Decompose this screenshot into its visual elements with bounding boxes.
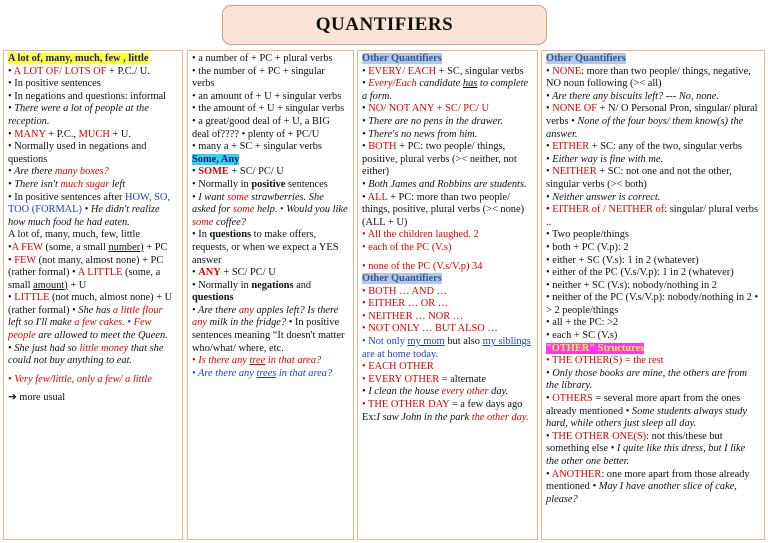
list-item: • A LOT OF/ LOTS OF + P.C./ U. [8,65,150,77]
list-item: • EVERY/ EACH + SC, singular verbs [362,65,524,77]
list-item: • BOTH … AND … [362,285,448,297]
column-heading: Other Quantifiers [362,53,442,64]
list-item: • all + the PC: >2 [546,317,619,329]
list-item: • All the children laughed. 2 [362,229,479,241]
list-item: • neither + SC (V.s): nobody/nothing in 2 [546,279,717,291]
list-item: • I clean the house every other day. [362,386,509,398]
list-item: • In questions to make offers, requests, or when we expect a YES answer [192,229,339,266]
column-body [546,66,760,343]
list-item: • There were a lot of people at the reception. [8,103,149,127]
list-item: • either + SC (V.s): 1 in 2 (whatever) [546,254,699,266]
list-item: • FEW (not many, almost none) + PC (rather formal) • A LITTLE (some, a small amount) + U [8,254,164,291]
list-item: • EITHER of / NEITHER of: singular/ plural verbs .. [546,204,759,228]
list-item: • I want some strawberries. She asked for some help. • Would you like some coffee? [192,191,348,228]
column-heading: Other Quantifiers [546,53,626,64]
list-item: • Are there many boxes? [8,166,109,178]
list-item: • NO/ NOT ANY + SC/ PC/ U [362,103,490,115]
list-item: • There isn't much sugar left [8,178,126,190]
list-item: • There are no pens in the drawer. [362,115,503,127]
list-item: • In positive sentences [8,78,101,90]
list-item: • Two people/things [546,229,629,241]
page-title: QUANTIFIERS [315,14,454,35]
list-item: ➔ more usual [8,392,66,404]
list-item: • EACH OTHER [362,361,434,373]
list-item: • Normally in positive sentences [192,178,328,190]
list-item: • many a + SC + singular verbs [192,141,322,153]
column-other-quantifiers [357,50,538,540]
column-body [362,66,533,274]
list-item: • In negations and questions: informal [8,90,167,102]
column-body-top [192,53,349,154]
column-none-either-other [541,50,765,540]
column-heading: A lot of, many, much, few , little [8,53,149,64]
list-item: • Are there any trees in that area? [192,367,333,379]
list-item: • OTHERS = several more apart from the ones already mentioned • Some students always study hard, while others just sleep all day. [546,393,748,430]
list-item: • She just had so little money that she could not buy anything to eat. [8,342,164,367]
list-item: • Is there any tree in that area? [192,355,322,367]
column-heading-2: "OTHER" Structures [546,342,645,354]
list-item: • LITTLE (not much, almost none) + U (rather formal) • She has a little flour left so I'll make a few cakes. • Few people are allowed to meet the Queen. [8,292,173,342]
list-item: • none of the PC (V.s/V.p) 34 [362,260,483,272]
list-item: • EITHER … OR … [362,298,449,310]
list-item: • the amount of + U + singular verbs [192,103,345,115]
list-item: • a great/good deal of + U, a BIG deal of???? • plenty of + PC/U [192,115,330,140]
column-heading: Some, Any [192,153,240,165]
list-item: • There's no news from him. [362,128,478,140]
column-heading-2: Other Quantifiers [362,273,442,285]
column-lot-many-much [3,50,183,540]
list-item: • Neither answer is correct. [546,191,661,203]
column-body-2 [362,286,533,425]
column-body [8,66,178,405]
list-item: • ALL + PC: more than two people/ things, positive, plural verbs (>< none) (ALL + U) [362,191,525,228]
list-item: • THE OTHER(S) = the rest [546,355,664,367]
list-item: • neither of the PC (V.s/V.p): nobody/nothing in 2 • > 2 people/things [546,292,759,316]
list-item: • NEITHER + SC: not one and not the other, singular verbs (>< both) [546,166,732,190]
list-item: • MANY + P.C., MUCH + U. [8,128,131,140]
list-item: • Either way is fine with me. [546,153,664,165]
column-some-any [187,50,354,540]
list-item: • Are there any apples left? Is there any milk in the fridge? • In positive sentences meaning “It doesn't matter who/what/ where, etc. [192,304,345,354]
list-item: • either of the PC (V.s/V.p): 1 in 2 (whatever) [546,267,734,279]
list-item: • Not only my mom but also my siblings are at home today. [362,336,531,360]
column-body [192,166,349,380]
list-item: • NONE: more than two people/ things, negative, NO noun following (>< all) [546,65,751,90]
list-item: • In positive sentences after HOW, SO, TOO (FORMAL) • He didn't realize how much food he had eaten. [8,191,170,228]
list-item: • Normally used in negations and questions [8,141,147,165]
title-banner [222,5,547,45]
list-item: A lot of, many, much, few, little [8,229,140,241]
list-item: • each + SC (V.s) [546,330,618,342]
list-item: • a number of + PC + plural verbs [192,53,333,64]
list-item: • SOME + SC/ PC/ U [192,166,284,178]
list-item: • Only those books are mine, the others are from the library. [546,367,748,392]
list-item: • Very few/little, only a few/ a little [8,373,152,385]
list-item: • THE OTHER DAY = a few days ago Ex:I saw John in the park the other day. [362,399,529,423]
list-item: • ANY + SC/ PC/ U [192,267,276,279]
list-item: • the number of + PC + singular verbs [192,65,325,90]
list-item: • EVERY OTHER = alternate [362,373,486,385]
list-item: • NONE OF + N/ O Personal Pron, singular/ plural verbs • None of the four boys/ them know(s) the answer. [546,103,758,140]
list-item: •A FEW (some, a small number) + PC [8,241,168,253]
column-body-2 [546,355,760,506]
list-item: • BOTH + PC: two people/ things, positive, plural verbs (>< neither, not either) [362,141,517,178]
list-item: • an amount of + U + singular verbs [192,90,342,102]
list-item: • Every/Each candidate has to complete a form. [362,78,529,102]
list-item: • Both James and Robbins are students. [362,178,527,190]
list-item: • NOT ONLY … BUT ALSO … [362,323,498,335]
list-item: • ANOTHER: one more apart from those already mentioned • May I have another slice of cake, please? [546,468,750,505]
list-item: • each of the PC (V.s) [362,241,452,253]
list-item: • Normally in negations and questions [192,279,312,304]
list-item: • THE OTHER ONE(S): not this/these but something else • I quite like this dress, but I like the other one better. [546,430,746,467]
list-item: • EITHER + SC: any of the two, singular verbs [546,141,742,153]
list-item: • NEITHER … NOR … [362,310,464,322]
list-item: • both + PC (V.p): 2 [546,241,629,253]
list-item: • Are there any biscuits left? --- No, none. [546,90,719,102]
